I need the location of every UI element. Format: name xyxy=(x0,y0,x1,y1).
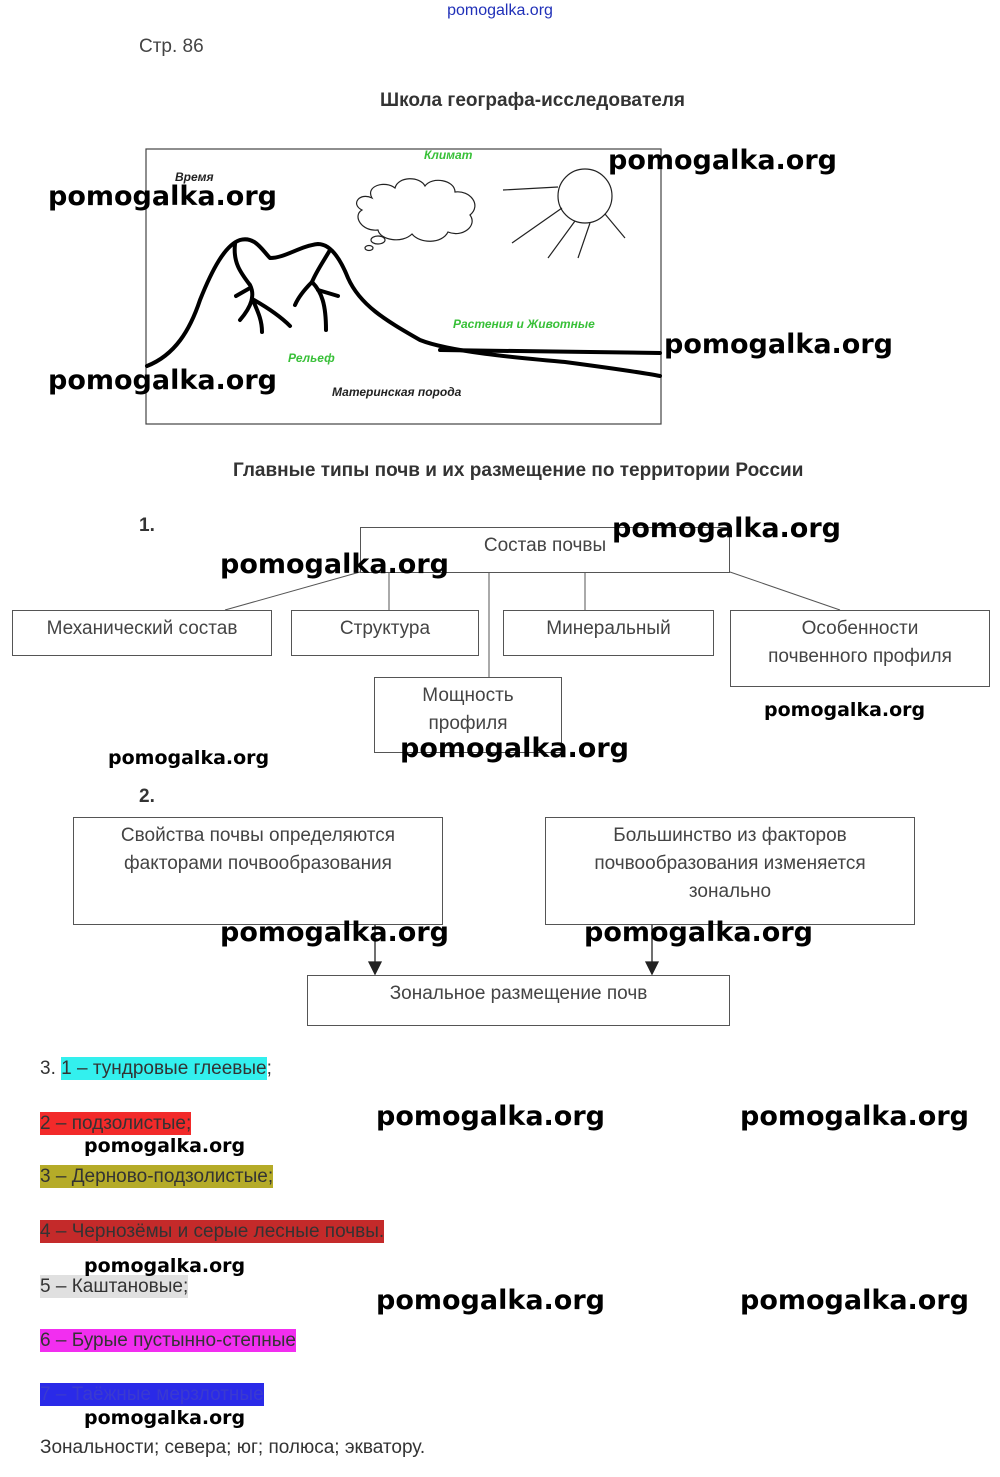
zonal-placement-box xyxy=(307,975,730,1026)
soil-composition-label: Состав почвы xyxy=(483,535,607,556)
mechanical-composition-label: Механический состав xyxy=(46,618,238,639)
legend-text-6: 6 – Бурые пустынно-степные xyxy=(40,1330,296,1351)
watermark: pomogalka.org xyxy=(612,513,841,544)
legend-text-2: 2 – подзолистые; xyxy=(40,1113,192,1134)
profile-features-line2: почвенного профиля xyxy=(768,646,952,667)
watermark: pomogalka.org xyxy=(608,145,837,176)
legend-text-4: 4 – Чернозёмы и серые лесные почвы. xyxy=(40,1221,385,1242)
section-title-geographer-school: Школа географа-исследователя xyxy=(380,90,685,111)
legend-suffix-1: ; xyxy=(266,1058,272,1079)
legend-item-2 xyxy=(40,1113,191,1135)
profile-thickness-line1: Мощность xyxy=(422,685,514,706)
legend-item-5 xyxy=(40,1276,188,1298)
watermark: pomogalka.org xyxy=(664,329,893,360)
task-number-1: 1. xyxy=(139,515,155,536)
label-plants-animals: Растения и Животные xyxy=(453,317,595,331)
watermark: pomogalka.org xyxy=(84,1135,246,1157)
watermark: pomogalka.org xyxy=(48,365,277,396)
legend-item-7 xyxy=(40,1384,264,1406)
soil-properties-line1: Свойства почвы определяются xyxy=(120,825,396,846)
watermark: pomogalka.org xyxy=(108,747,270,769)
watermark: pomogalka.org xyxy=(376,1285,605,1316)
watermark: pomogalka.org xyxy=(220,549,449,580)
watermark: pomogalka.org xyxy=(220,917,449,948)
watermark: pomogalka.org xyxy=(84,1407,246,1429)
legend-text-3: 3 – Дерново-подзолистые; xyxy=(40,1166,274,1187)
legend-item-6 xyxy=(40,1330,296,1352)
task-number-2: 2. xyxy=(139,786,155,807)
task-number-3: 3. xyxy=(40,1058,56,1079)
watermark: pomogalka.org xyxy=(764,699,926,721)
label-parent-rock: Материнская порода xyxy=(332,385,462,399)
legend-text-7: 7 – Таёжные мерзлотные xyxy=(40,1384,264,1405)
legend-text-5: 5 – Каштановые; xyxy=(40,1276,189,1297)
watermark: pomogalka.org xyxy=(584,917,813,948)
zonal-factors-line1: Большинство из факторов xyxy=(613,825,847,846)
page-number: Стр. 86 xyxy=(139,36,204,57)
profile-thickness-line2: профиля xyxy=(428,713,508,734)
watermark: pomogalka.org xyxy=(740,1101,969,1132)
legend-item-3 xyxy=(40,1166,273,1188)
watermark: pomogalka.org xyxy=(740,1285,969,1316)
legend-text-1: 1 – тундровые глеевые xyxy=(61,1058,267,1079)
zonal-factors-line2: почвообразования изменяется xyxy=(594,853,866,874)
legend-item-4 xyxy=(40,1221,384,1243)
section-title-soil-types: Главные типы почв и их размещение по территории России xyxy=(233,460,804,481)
watermark: pomogalka.org xyxy=(48,181,277,212)
legend-item-1 xyxy=(40,1058,272,1080)
structure-label: Структура xyxy=(339,618,431,639)
mineral-label: Минеральный xyxy=(546,618,671,639)
watermark: pomogalka.org xyxy=(376,1101,605,1132)
label-climate: Климат xyxy=(424,148,473,162)
zonal-placement-label: Зональное размещение почв xyxy=(389,983,648,1004)
answer-text: Зональности; севера; юг; полюса; экватору. xyxy=(40,1437,426,1458)
top-watermark: pomogalka.org xyxy=(447,2,553,19)
soil-properties-line2: факторами почвообразования xyxy=(124,853,392,874)
label-time: Время xyxy=(175,170,214,184)
zonal-factors-line3: зонально xyxy=(688,881,772,902)
profile-features-line1: Особенности xyxy=(801,618,919,639)
watermark: pomogalka.org xyxy=(84,1255,246,1277)
watermark: pomogalka.org xyxy=(400,733,629,764)
label-relief: Рельеф xyxy=(288,351,335,365)
